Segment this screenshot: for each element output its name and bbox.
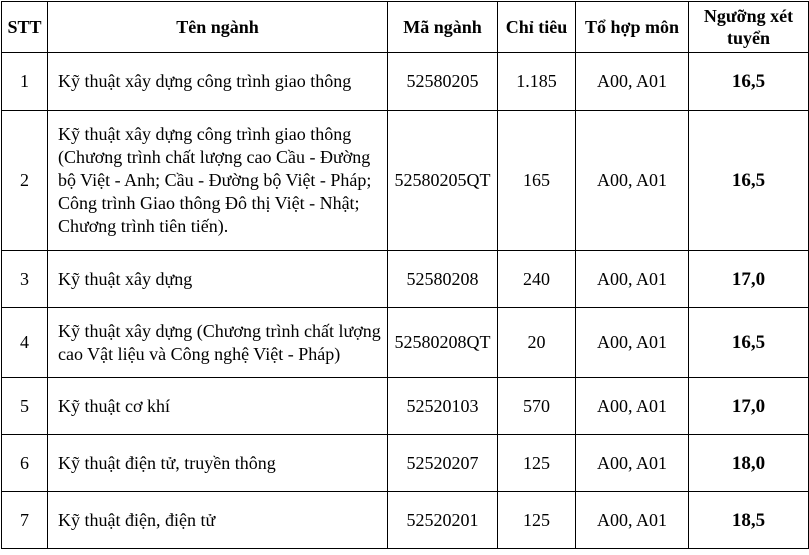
cell-threshold: 17,0 — [689, 378, 809, 435]
cell-threshold: 18,5 — [689, 492, 809, 549]
cell-combo: A00, A01 — [576, 53, 689, 111]
cell-combo: A00, A01 — [576, 111, 689, 251]
cell-name: Kỹ thuật cơ khí — [48, 378, 388, 435]
cell-combo: A00, A01 — [576, 378, 689, 435]
cell-threshold: 18,0 — [689, 435, 809, 492]
table-row — [2, 308, 809, 378]
cell-quota: 165 — [498, 111, 576, 251]
cell-name: Kỹ thuật xây dựng công trình giao thông — [48, 53, 388, 111]
header-combo: Tổ hợp môn — [576, 2, 689, 53]
admission-table — [1, 1, 809, 549]
cell-code: 52520201 — [388, 492, 498, 549]
cell-threshold: 16,5 — [689, 53, 809, 111]
cell-stt: 7 — [2, 492, 48, 549]
cell-threshold: 16,5 — [689, 111, 809, 251]
cell-stt: 1 — [2, 53, 48, 111]
table-row — [2, 435, 809, 492]
cell-combo: A00, A01 — [576, 308, 689, 378]
cell-combo: A00, A01 — [576, 251, 689, 308]
cell-stt: 2 — [2, 111, 48, 251]
table-row — [2, 53, 809, 111]
cell-code: 52580208 — [388, 251, 498, 308]
cell-quota: 20 — [498, 308, 576, 378]
header-name: Tên ngành — [48, 2, 388, 53]
cell-stt: 6 — [2, 435, 48, 492]
cell-combo: A00, A01 — [576, 435, 689, 492]
cell-threshold: 17,0 — [689, 251, 809, 308]
cell-quota: 1.185 — [498, 53, 576, 111]
cell-code: 52580208QT — [388, 308, 498, 378]
table-row — [2, 111, 809, 251]
cell-stt: 3 — [2, 251, 48, 308]
cell-name: Kỹ thuật xây dựng công trình giao thông (Chương trình chất lượng cao Cầu - Đường bộ Việt - Anh; Cầu - Đường bộ Việt - Pháp; Công trình Giao thông Đô thị Việt - Nhật; Chương trình tiên tiến). — [48, 111, 388, 251]
cell-stt: 4 — [2, 308, 48, 378]
cell-stt: 5 — [2, 378, 48, 435]
cell-name: Kỹ thuật điện, điện tử — [48, 492, 388, 549]
header-quota: Chỉ tiêu — [498, 2, 576, 53]
table-row — [2, 378, 809, 435]
cell-name: Kỹ thuật điện tử, truyền thông — [48, 435, 388, 492]
header-code: Mã ngành — [388, 2, 498, 53]
cell-quota: 125 — [498, 435, 576, 492]
header-threshold: Ngưỡng xét tuyển — [689, 2, 809, 53]
cell-quota: 240 — [498, 251, 576, 308]
cell-code: 52520207 — [388, 435, 498, 492]
table-row — [2, 492, 809, 549]
header-row — [2, 2, 809, 53]
cell-threshold: 16,5 — [689, 308, 809, 378]
cell-quota: 570 — [498, 378, 576, 435]
header-stt: STT — [2, 2, 48, 53]
cell-name: Kỹ thuật xây dựng (Chương trình chất lượng cao Vật liệu và Công nghệ Việt - Pháp) — [48, 308, 388, 378]
cell-quota: 125 — [498, 492, 576, 549]
cell-combo: A00, A01 — [576, 492, 689, 549]
table-row — [2, 251, 809, 308]
cell-code: 52520103 — [388, 378, 498, 435]
cell-code: 52580205QT — [388, 111, 498, 251]
cell-name: Kỹ thuật xây dựng — [48, 251, 388, 308]
cell-code: 52580205 — [388, 53, 498, 111]
